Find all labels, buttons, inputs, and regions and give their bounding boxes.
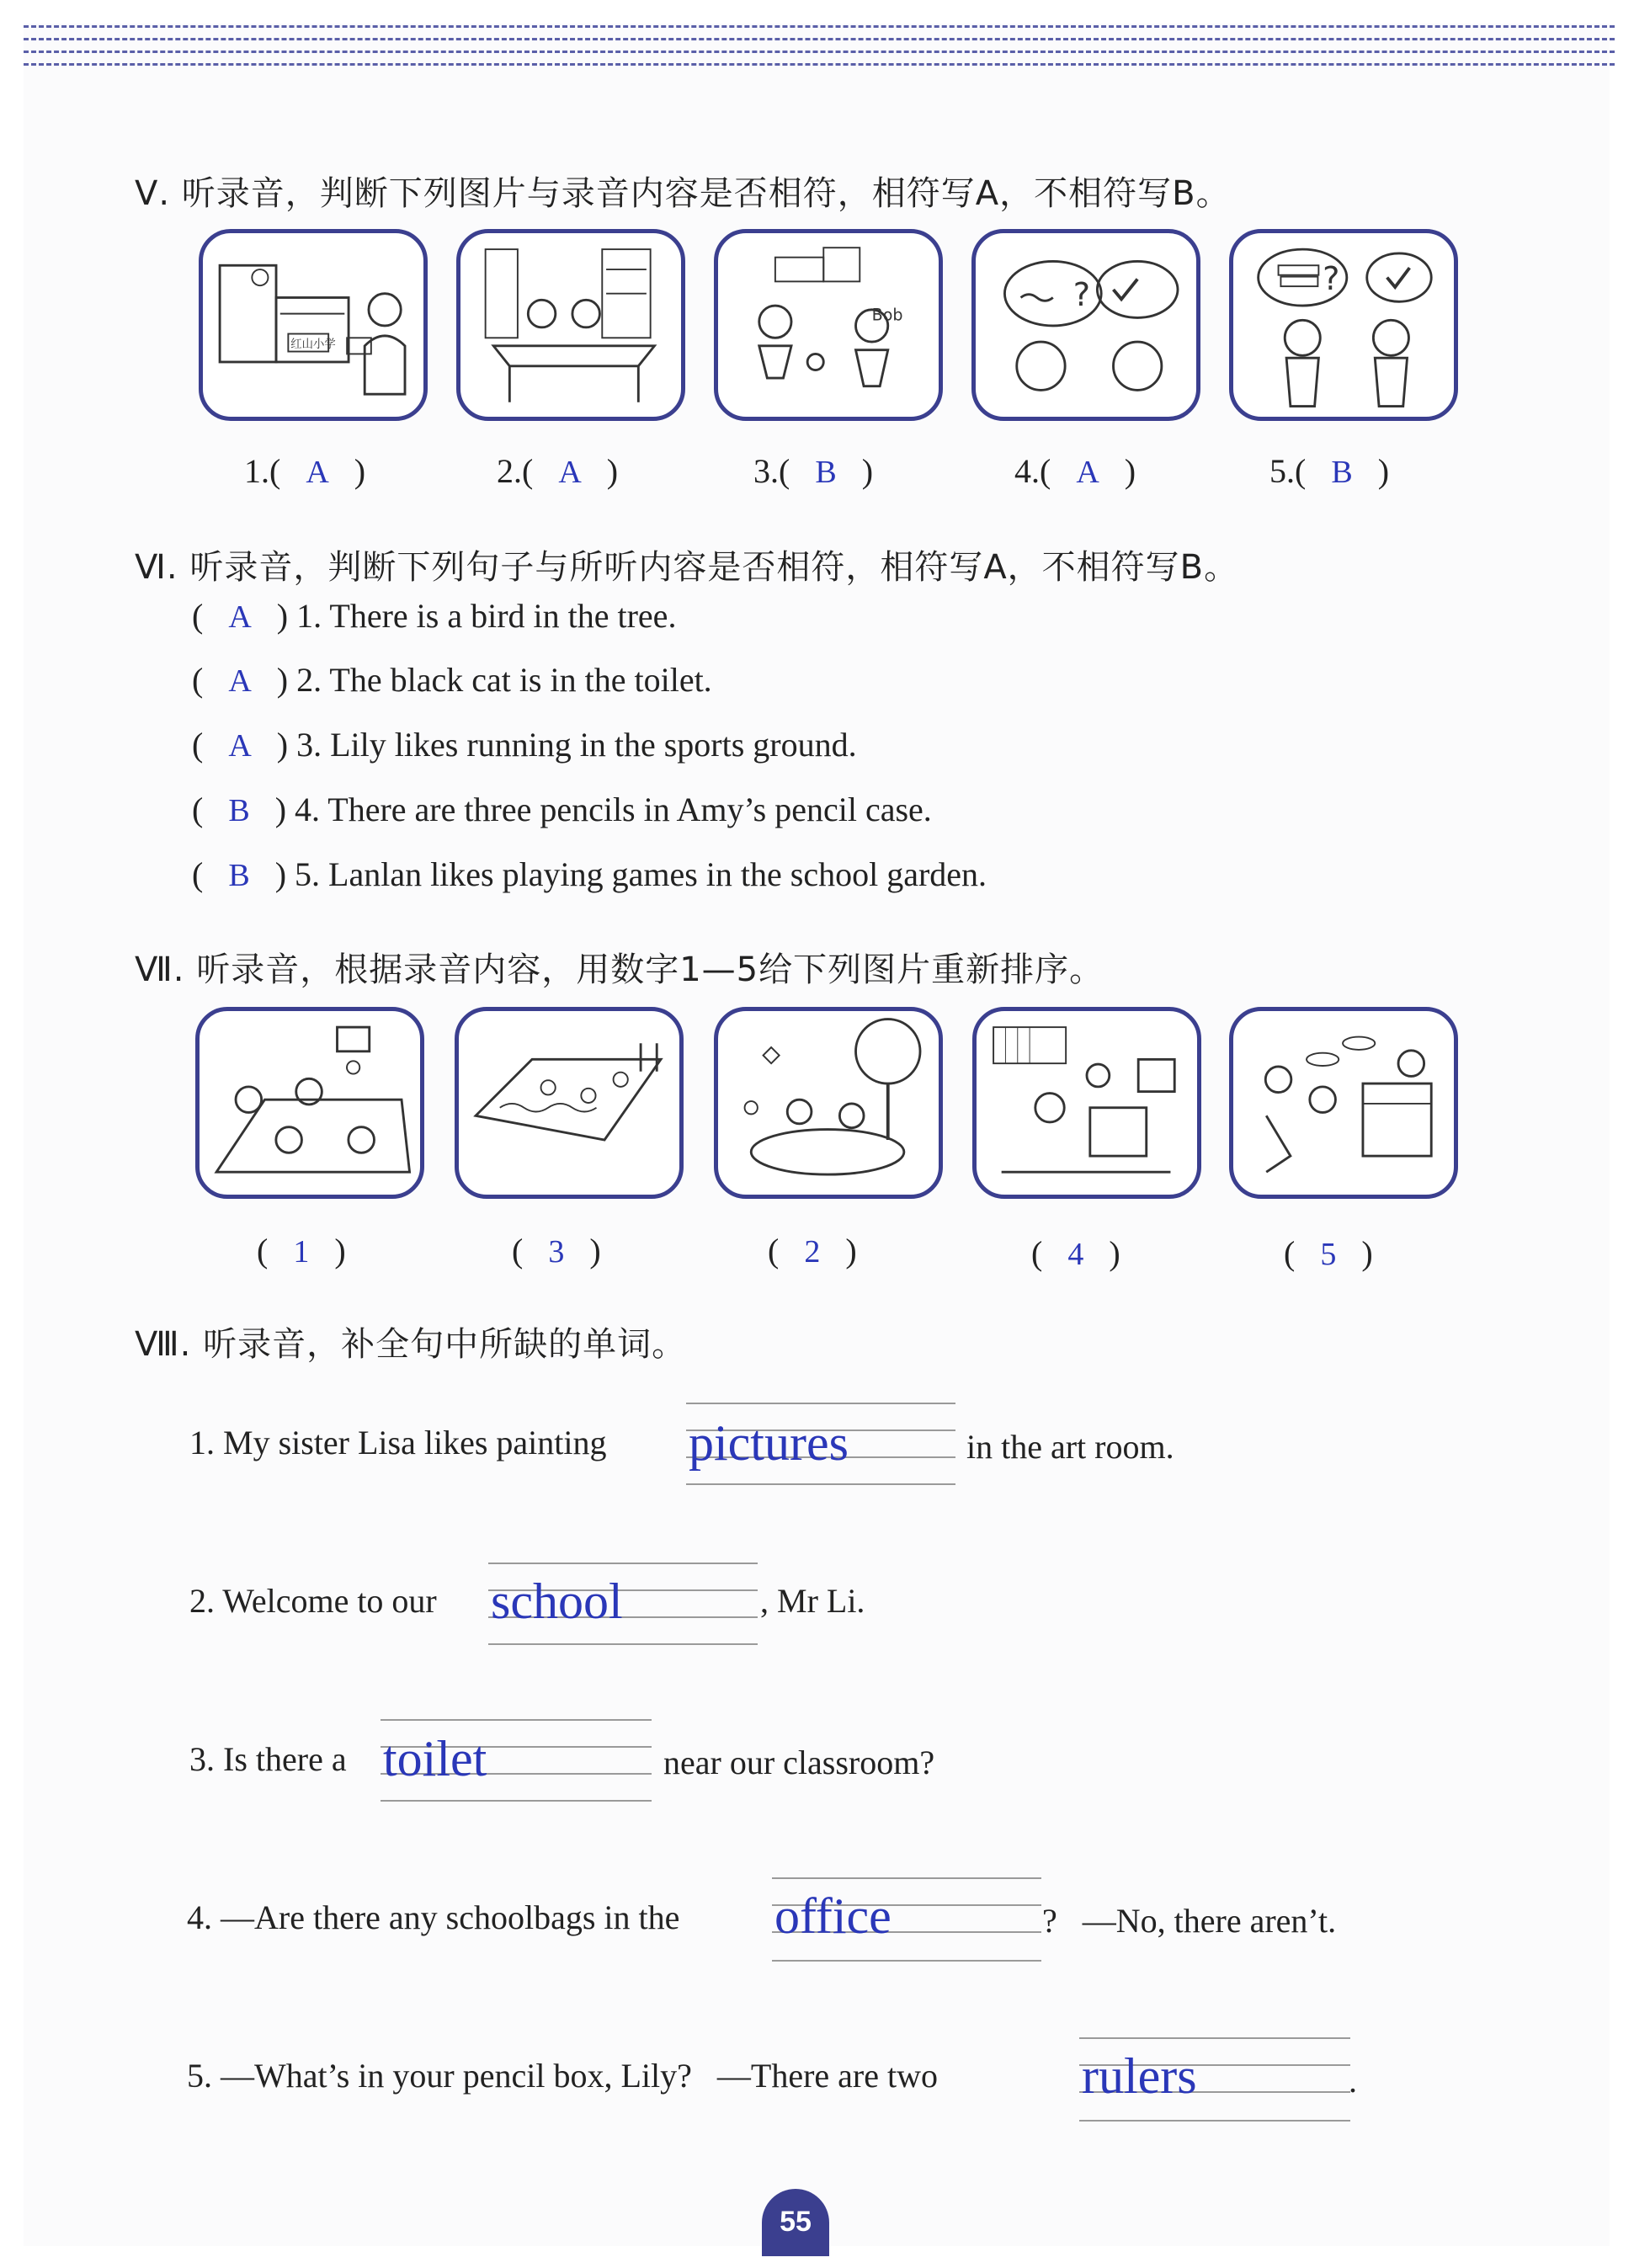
s8-item-1-before: 1. My sister Lisa likes painting	[189, 1424, 607, 1461]
s5-answer: A	[1076, 455, 1099, 490]
s5-answer: B	[815, 455, 837, 490]
picture-playing-football	[714, 229, 943, 421]
s8-item-4-answer: office	[774, 1888, 892, 1944]
s8-item-2-answer: school	[491, 1573, 623, 1629]
s8-item-5-answer: rulers	[1082, 2048, 1197, 2104]
s8-item-1-after: in the art room.	[966, 1428, 1174, 1466]
s6-item-4: ( B ) 4. There are three pencils in Amy’s pencil case.	[192, 791, 932, 828]
s6-sentence: 5. Lanlan likes playing games in the school garden.	[295, 855, 987, 893]
s5-num: 5.	[1269, 452, 1295, 490]
s5-answer: A	[558, 455, 582, 490]
picture-computer-room	[972, 1007, 1201, 1199]
gate-sign-text: 红山小学	[290, 338, 336, 351]
s7-answer: 4	[1067, 1237, 1084, 1272]
picture-garden	[714, 1007, 943, 1199]
s8-item-3-after: near our classroom?	[663, 1744, 935, 1781]
s6-answer: A	[228, 663, 252, 699]
picture-classroom-reading	[456, 229, 685, 421]
s7-answer-4: ( 4 )	[1031, 1234, 1120, 1272]
s6-answer: A	[228, 728, 252, 764]
s6-sentence: 3. Lily likes running in the sports ground.	[296, 726, 857, 764]
svg-text:?: ?	[1323, 260, 1340, 298]
section8-heading: Ⅷ. 听录音，补全句中所缺的单词。	[135, 1325, 687, 1364]
section7-heading: Ⅶ. 听录音，根据录音内容，用数字1—5给下列图片重新排序。	[135, 950, 1104, 989]
top-dotted-border	[24, 25, 1615, 76]
s7-answer-1: ( 1 )	[257, 1232, 346, 1270]
s7-answer: 5	[1320, 1237, 1337, 1272]
s8-item-2-before: 2. Welcome to our	[189, 1582, 437, 1620]
s5-num: 3.	[753, 452, 779, 490]
s5-item-1: 1.( A )	[244, 452, 366, 490]
picture-music-room	[1229, 1007, 1458, 1199]
s6-answer: A	[228, 599, 252, 635]
s5-answer: A	[306, 455, 329, 490]
section5-heading: Ⅴ. 听录音，判断下列图片与录音内容是否相符，相符写A，不相符写B。	[135, 174, 1231, 213]
picture-basketball-court	[195, 1007, 424, 1199]
s6-sentence: 2. The black cat is in the toilet.	[296, 661, 712, 699]
s8-item-2-after: , Mr Li.	[760, 1582, 865, 1620]
s6-item-2: ( A ) 2. The black cat is in the toilet.	[192, 661, 712, 699]
s6-item-3: ( A ) 3. Lily likes running in the sports ground.	[192, 726, 857, 764]
s8-item-5-before: 5. —What’s in your pencil box, Lily? —There are two	[187, 2057, 938, 2095]
s8-item-4-before: 4. —Are there any schoolbags in the	[187, 1898, 680, 1936]
s7-answer-2: ( 3 )	[512, 1232, 601, 1270]
s6-item-1: ( A ) 1. There is a bird in the tree.	[192, 597, 677, 635]
s6-sentence: 4. There are three pencils in Amy’s pencil case.	[295, 791, 932, 828]
s5-item-4: 4.( A )	[1014, 452, 1136, 490]
s7-answer: 2	[804, 1234, 821, 1270]
s7-answer-3: ( 2 )	[768, 1232, 857, 1270]
s8-item-1-answer: pictures	[689, 1415, 849, 1471]
s6-sentence: 1. There is a bird in the tree.	[296, 597, 677, 635]
s7-answer: 1	[293, 1234, 310, 1270]
s8-item-4-after: ? —No, there aren’t.	[1042, 1902, 1337, 1940]
s8-item-3-before: 3. Is there a	[189, 1740, 347, 1778]
s8-item-5-after: .	[1349, 2062, 1357, 2100]
page-number: 55	[762, 2189, 829, 2256]
s8-item-3-answer: toilet	[383, 1731, 487, 1786]
section6-heading: Ⅵ. 听录音，判断下列句子与所听内容是否相符，相符写A，不相符写B。	[135, 548, 1239, 587]
s5-num: 1.	[244, 452, 269, 490]
s7-answer: 3	[548, 1234, 565, 1270]
s5-answer: B	[1331, 455, 1353, 490]
picture-swimming-pool	[455, 1007, 684, 1199]
s6-answer: B	[228, 793, 250, 828]
s5-item-5: 5.( B )	[1269, 452, 1390, 490]
s6-item-5: ( B ) 5. Lanlan likes playing games in the school garden.	[192, 855, 987, 893]
s5-item-3: 3.( B )	[753, 452, 874, 490]
s5-num: 4.	[1014, 452, 1040, 490]
s5-num: 2.	[497, 452, 522, 490]
svg-text:?: ?	[1072, 277, 1090, 315]
s5-item-2: 2.( A )	[497, 452, 619, 490]
s6-answer: B	[228, 858, 250, 893]
picture-swimming-question	[971, 229, 1200, 421]
boy-name-label: Bob	[871, 305, 903, 325]
picture-books-question	[1229, 229, 1458, 421]
s7-answer-5: ( 5 )	[1284, 1234, 1373, 1272]
picture-school-gate	[199, 229, 428, 421]
